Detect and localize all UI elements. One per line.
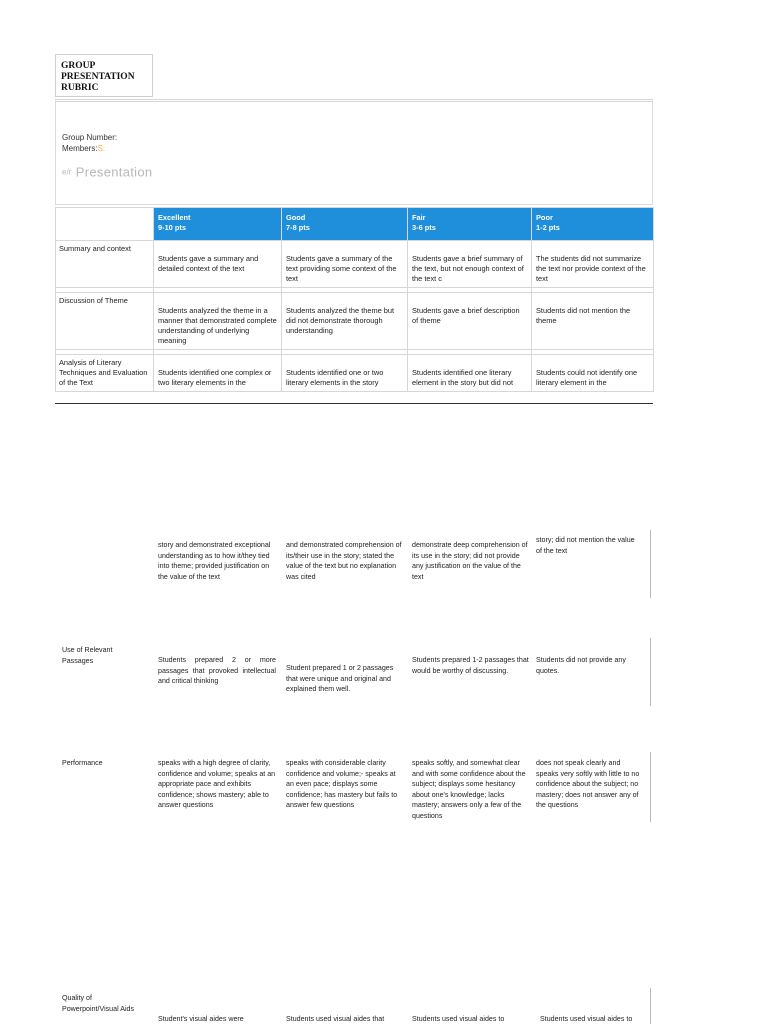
presentation-prefix: e/r: [62, 167, 72, 177]
presentation-line: [62, 163, 152, 181]
criterion-visual-aids: Quality of Powerpoint/Visual Aids: [62, 994, 135, 1013]
cell-theme-fair: Students gave a brief description of theme: [408, 293, 532, 350]
header-excellent: Excellent 9-10 pts: [154, 208, 282, 241]
cell-passages-poor: Students did not provide any quotes.: [536, 656, 626, 675]
criterion-passages: Use of Relevant Passages: [62, 646, 113, 665]
cell-analysis-good: Students identified one or two literary elements in the story: [282, 355, 408, 392]
header-poor: Poor 1-2 pts: [532, 208, 654, 241]
cell-passages-excellent: Students prepared 2 or more passages that provoked intellectual and critical thinking: [158, 656, 276, 686]
presentation-word: Presentation: [75, 164, 153, 180]
cell-theme-excellent: Students analyzed the theme in a manner that demonstrated complete understanding of underlying meaning: [154, 293, 282, 350]
cell-summary-poor: The students did not summarize the text nor provide context of the text: [532, 241, 654, 288]
header-good: Good 7-8 pts: [282, 208, 408, 241]
criterion-analysis: Analysis of Literary Techniques and Evaluation of the Text: [56, 355, 154, 392]
cell-theme-good: Students analyzed the theme but did not demonstrate thorough understanding: [282, 293, 408, 350]
column-rule: [650, 638, 651, 706]
criterion-performance: Performance: [62, 759, 103, 767]
table-row: [56, 355, 654, 392]
criterion-summary: Summary and context: [56, 241, 154, 288]
column-rule: [650, 988, 651, 1024]
cell-analysis-poor: Students could not identify one literary element in the: [532, 355, 654, 392]
cell-summary-excellent: Students gave a summary and detailed context of the text: [154, 241, 282, 288]
header-fair: Fair 3-6 pts: [408, 208, 532, 241]
cont-analysis-good: and demonstrated comprehension of its/their use in the story; stated the value of the text but no explanation was cited: [286, 541, 402, 581]
cell-analysis-excellent: Students identified one complex or two literary elements in the: [154, 355, 282, 392]
table-row: [56, 241, 654, 288]
cell-visual-excellent: Student's visual aides were: [158, 1015, 244, 1023]
cell-performance-fair: speaks softly, and somewhat clear and with some confidence about the subject; displays some hesitancy about one's knowledge; lacks mastery; answers only a few of the questions: [412, 759, 526, 820]
cell-passages-good: Student prepared 1 or 2 passages that were unique and original and explained them well.: [286, 664, 394, 694]
header-row: [56, 208, 654, 241]
cell-summary-fair: Students gave a brief summary of the text, but not enough context of the text c: [408, 241, 532, 288]
cell-analysis-fair: Students identified one literary element in the story but did not: [408, 355, 532, 392]
table-row: [56, 293, 654, 350]
header-blank-cell: [56, 208, 154, 241]
members-label: Members:: [62, 144, 98, 153]
column-rule: [650, 530, 651, 598]
cont-analysis-poor: story; did not mention the value of the text: [536, 536, 635, 555]
cont-analysis-excellent: story and demonstrated exceptional understanding as to how it/they tied into theme; provided justification on the value of the text: [158, 541, 271, 581]
group-number-label: Group Number:: [62, 133, 118, 142]
cell-performance-good: speaks with considerable clarity confidence and volume;- speaks at an even pace; displays some confidence; has mastery but fails to answer few questions: [286, 759, 398, 810]
cell-visual-fair: Students used visual aides to: [412, 1015, 505, 1023]
rubric-table: [55, 207, 654, 392]
title-line-3: RUBRIC: [61, 83, 99, 93]
cell-performance-excellent: speaks with a high degree of clarity, confidence and volume; speaks at an appropriate pace and exhibits confidence; shows mastery; able to answer questions: [158, 759, 276, 810]
rubric-title: [55, 54, 153, 97]
title-line-2: PRESENTATION: [61, 72, 135, 82]
criterion-theme: Discussion of Theme: [56, 293, 154, 350]
cell-theme-poor: Students did not mention the theme: [532, 293, 654, 350]
title-line-1: GROUP: [61, 61, 96, 71]
group-info-box: [55, 99, 653, 205]
members-line: [62, 144, 105, 153]
page-bottom-rule: [55, 403, 653, 404]
cell-passages-fair: Students prepared 1-2 passages that would be worthy of discussing.: [412, 656, 529, 675]
cell-visual-poor: Students used visual aides to: [540, 1015, 633, 1023]
cell-visual-good: Students used visual aides that: [286, 1015, 385, 1023]
members-value: S:: [97, 144, 106, 153]
cell-performance-poor: does not speak clearly and speaks very softly with little to no confidence about the subject; no mastery; does not answer any of the questions: [536, 759, 640, 810]
cell-summary-good: Students gave a summary of the text providing some context of the text: [282, 241, 408, 288]
cont-analysis-fair: demonstrate deep comprehension of its use in the story; did not provide any justification on the value of the text: [412, 541, 528, 581]
column-rule: [650, 752, 651, 822]
